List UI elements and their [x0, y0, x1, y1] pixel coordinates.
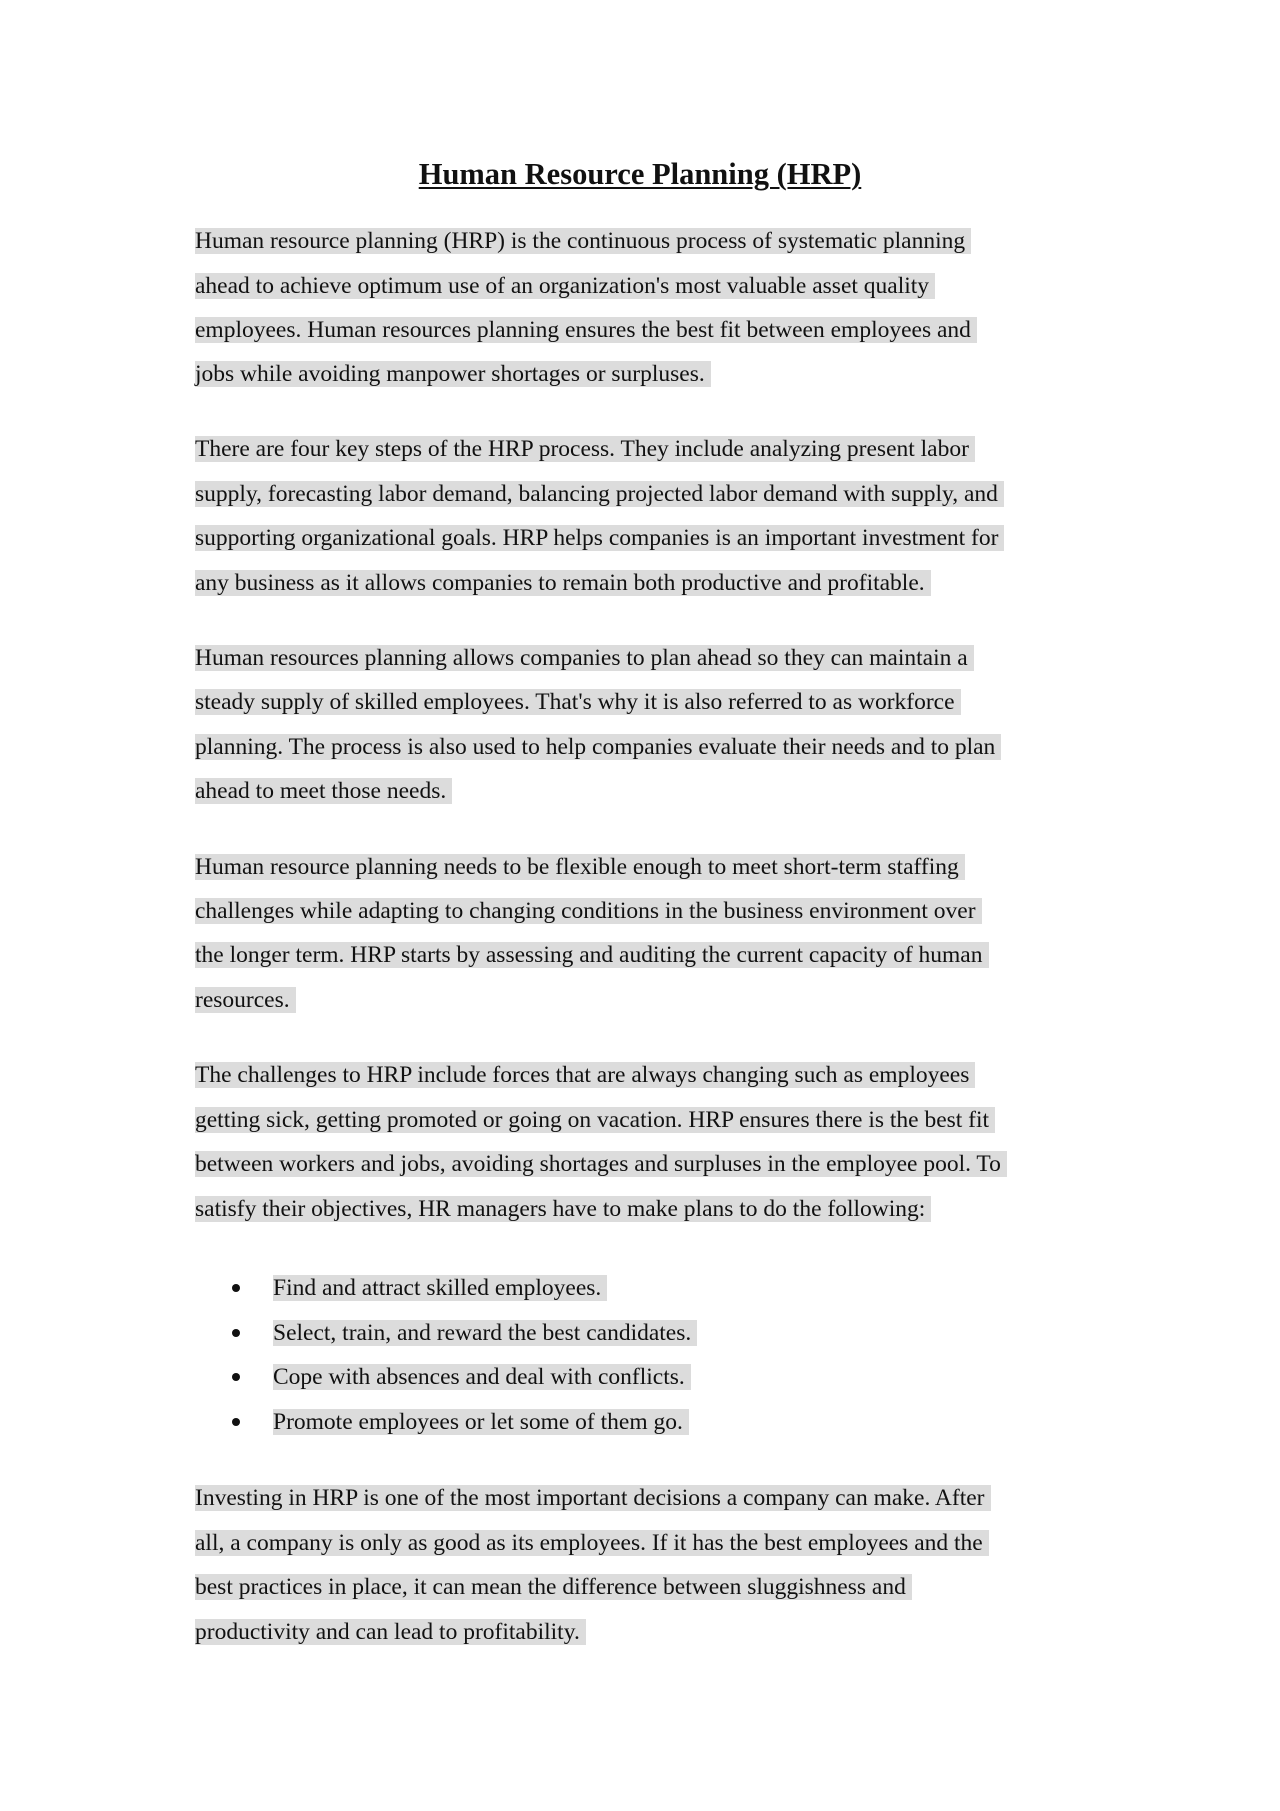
paragraph-4-line-2: [195, 894, 982, 929]
list-item: [273, 1271, 607, 1306]
highlighted-text: There are four key steps of the HRP process. They include analyzing present labor: [195, 436, 975, 462]
paragraph-3-line-2: [195, 685, 961, 720]
paragraph-3-line-1: [195, 641, 974, 676]
paragraph-5-line-4: [195, 1192, 931, 1227]
closing-paragraph-line-4: [195, 1615, 586, 1650]
paragraph-2-line-2: [195, 477, 1004, 512]
paragraph-4-line-3: [195, 938, 989, 973]
paragraph-1-line-1: [195, 224, 971, 259]
bullet-dot-icon: [232, 1418, 240, 1426]
highlighted-text: jobs while avoiding manpower shortages or surpluses.: [195, 361, 711, 387]
highlighted-text: challenges while adapting to changing conditions in the business environment over: [195, 898, 982, 924]
highlighted-text: productivity and can lead to profitability.: [195, 1619, 586, 1645]
highlighted-text: steady supply of skilled employees. That's why it is also referred to as workforce: [195, 689, 961, 715]
highlighted-text: the longer term. HRP starts by assessing and auditing the current capacity of human: [195, 942, 989, 968]
highlighted-text: employees. Human resources planning ensures the best fit between employees and: [195, 317, 977, 343]
highlighted-text: Cope with absences and deal with conflicts.: [273, 1364, 691, 1390]
highlighted-text: resources.: [195, 987, 296, 1013]
document-title: Human Resource Planning (HRP): [418, 157, 862, 191]
paragraph-5-line-2: [195, 1103, 995, 1138]
highlighted-text: The challenges to HRP include forces that are always changing such as employees: [195, 1062, 975, 1088]
closing-paragraph-line-1: [195, 1481, 991, 1516]
highlighted-text: Human resource planning needs to be flexible enough to meet short-term staffing: [195, 854, 965, 880]
paragraph-2-line-4: [195, 566, 931, 601]
paragraph-2-line-3: [195, 521, 1004, 556]
highlighted-text: ahead to meet those needs.: [195, 778, 452, 804]
paragraph-4-line-1: [195, 850, 965, 885]
highlighted-text: getting sick, getting promoted or going on vacation. HRP ensures there is the best fit: [195, 1107, 995, 1133]
highlighted-text: Investing in HRP is one of the most important decisions a company can make. After: [195, 1485, 991, 1511]
paragraph-1-line-3: [195, 313, 977, 348]
paragraph-1-line-4: [195, 357, 711, 392]
paragraph-5-line-3: [195, 1147, 1007, 1182]
highlighted-text: Human resources planning allows companies to plan ahead so they can maintain a: [195, 645, 974, 671]
highlighted-text: ahead to achieve optimum use of an organization's most valuable asset quality: [195, 273, 935, 299]
highlighted-text: satisfy their objectives, HR managers have to make plans to do the following:: [195, 1196, 931, 1222]
paragraph-5-line-1: [195, 1058, 975, 1093]
highlighted-text: any business as it allows companies to remain both productive and profitable.: [195, 570, 931, 596]
list-item: [273, 1316, 697, 1351]
highlighted-text: supporting organizational goals. HRP helps companies is an important investment for: [195, 525, 1004, 551]
paragraph-2-line-1: [195, 432, 975, 467]
highlighted-text: Select, train, and reward the best candidates.: [273, 1320, 697, 1346]
highlighted-text: between workers and jobs, avoiding shortages and surpluses in the employee pool. To: [195, 1151, 1007, 1177]
bullet-dot-icon: [232, 1329, 240, 1337]
closing-paragraph-line-3: [195, 1570, 912, 1605]
highlighted-text: Human resource planning (HRP) is the continuous process of systematic planning: [195, 228, 971, 254]
highlighted-text: Find and attract skilled employees.: [273, 1275, 607, 1301]
list-item: [273, 1405, 689, 1440]
closing-paragraph-line-2: [195, 1526, 989, 1561]
paragraph-4-line-4: [195, 983, 296, 1018]
highlighted-text: all, a company is only as good as its employees. If it has the best employees and the: [195, 1530, 989, 1556]
highlighted-text: best practices in place, it can mean the difference between sluggishness and: [195, 1574, 912, 1600]
bullet-dot-icon: [232, 1284, 240, 1292]
paragraph-1-line-2: [195, 269, 935, 304]
list-item: [273, 1360, 691, 1395]
highlighted-text: Promote employees or let some of them go.: [273, 1409, 689, 1435]
paragraph-3-line-3: [195, 730, 1001, 765]
paragraph-3-line-4: [195, 774, 452, 809]
highlighted-text: supply, forecasting labor demand, balancing projected labor demand with supply, and: [195, 481, 1004, 507]
highlighted-text: planning. The process is also used to help companies evaluate their needs and to plan: [195, 734, 1001, 760]
bullet-dot-icon: [232, 1373, 240, 1381]
